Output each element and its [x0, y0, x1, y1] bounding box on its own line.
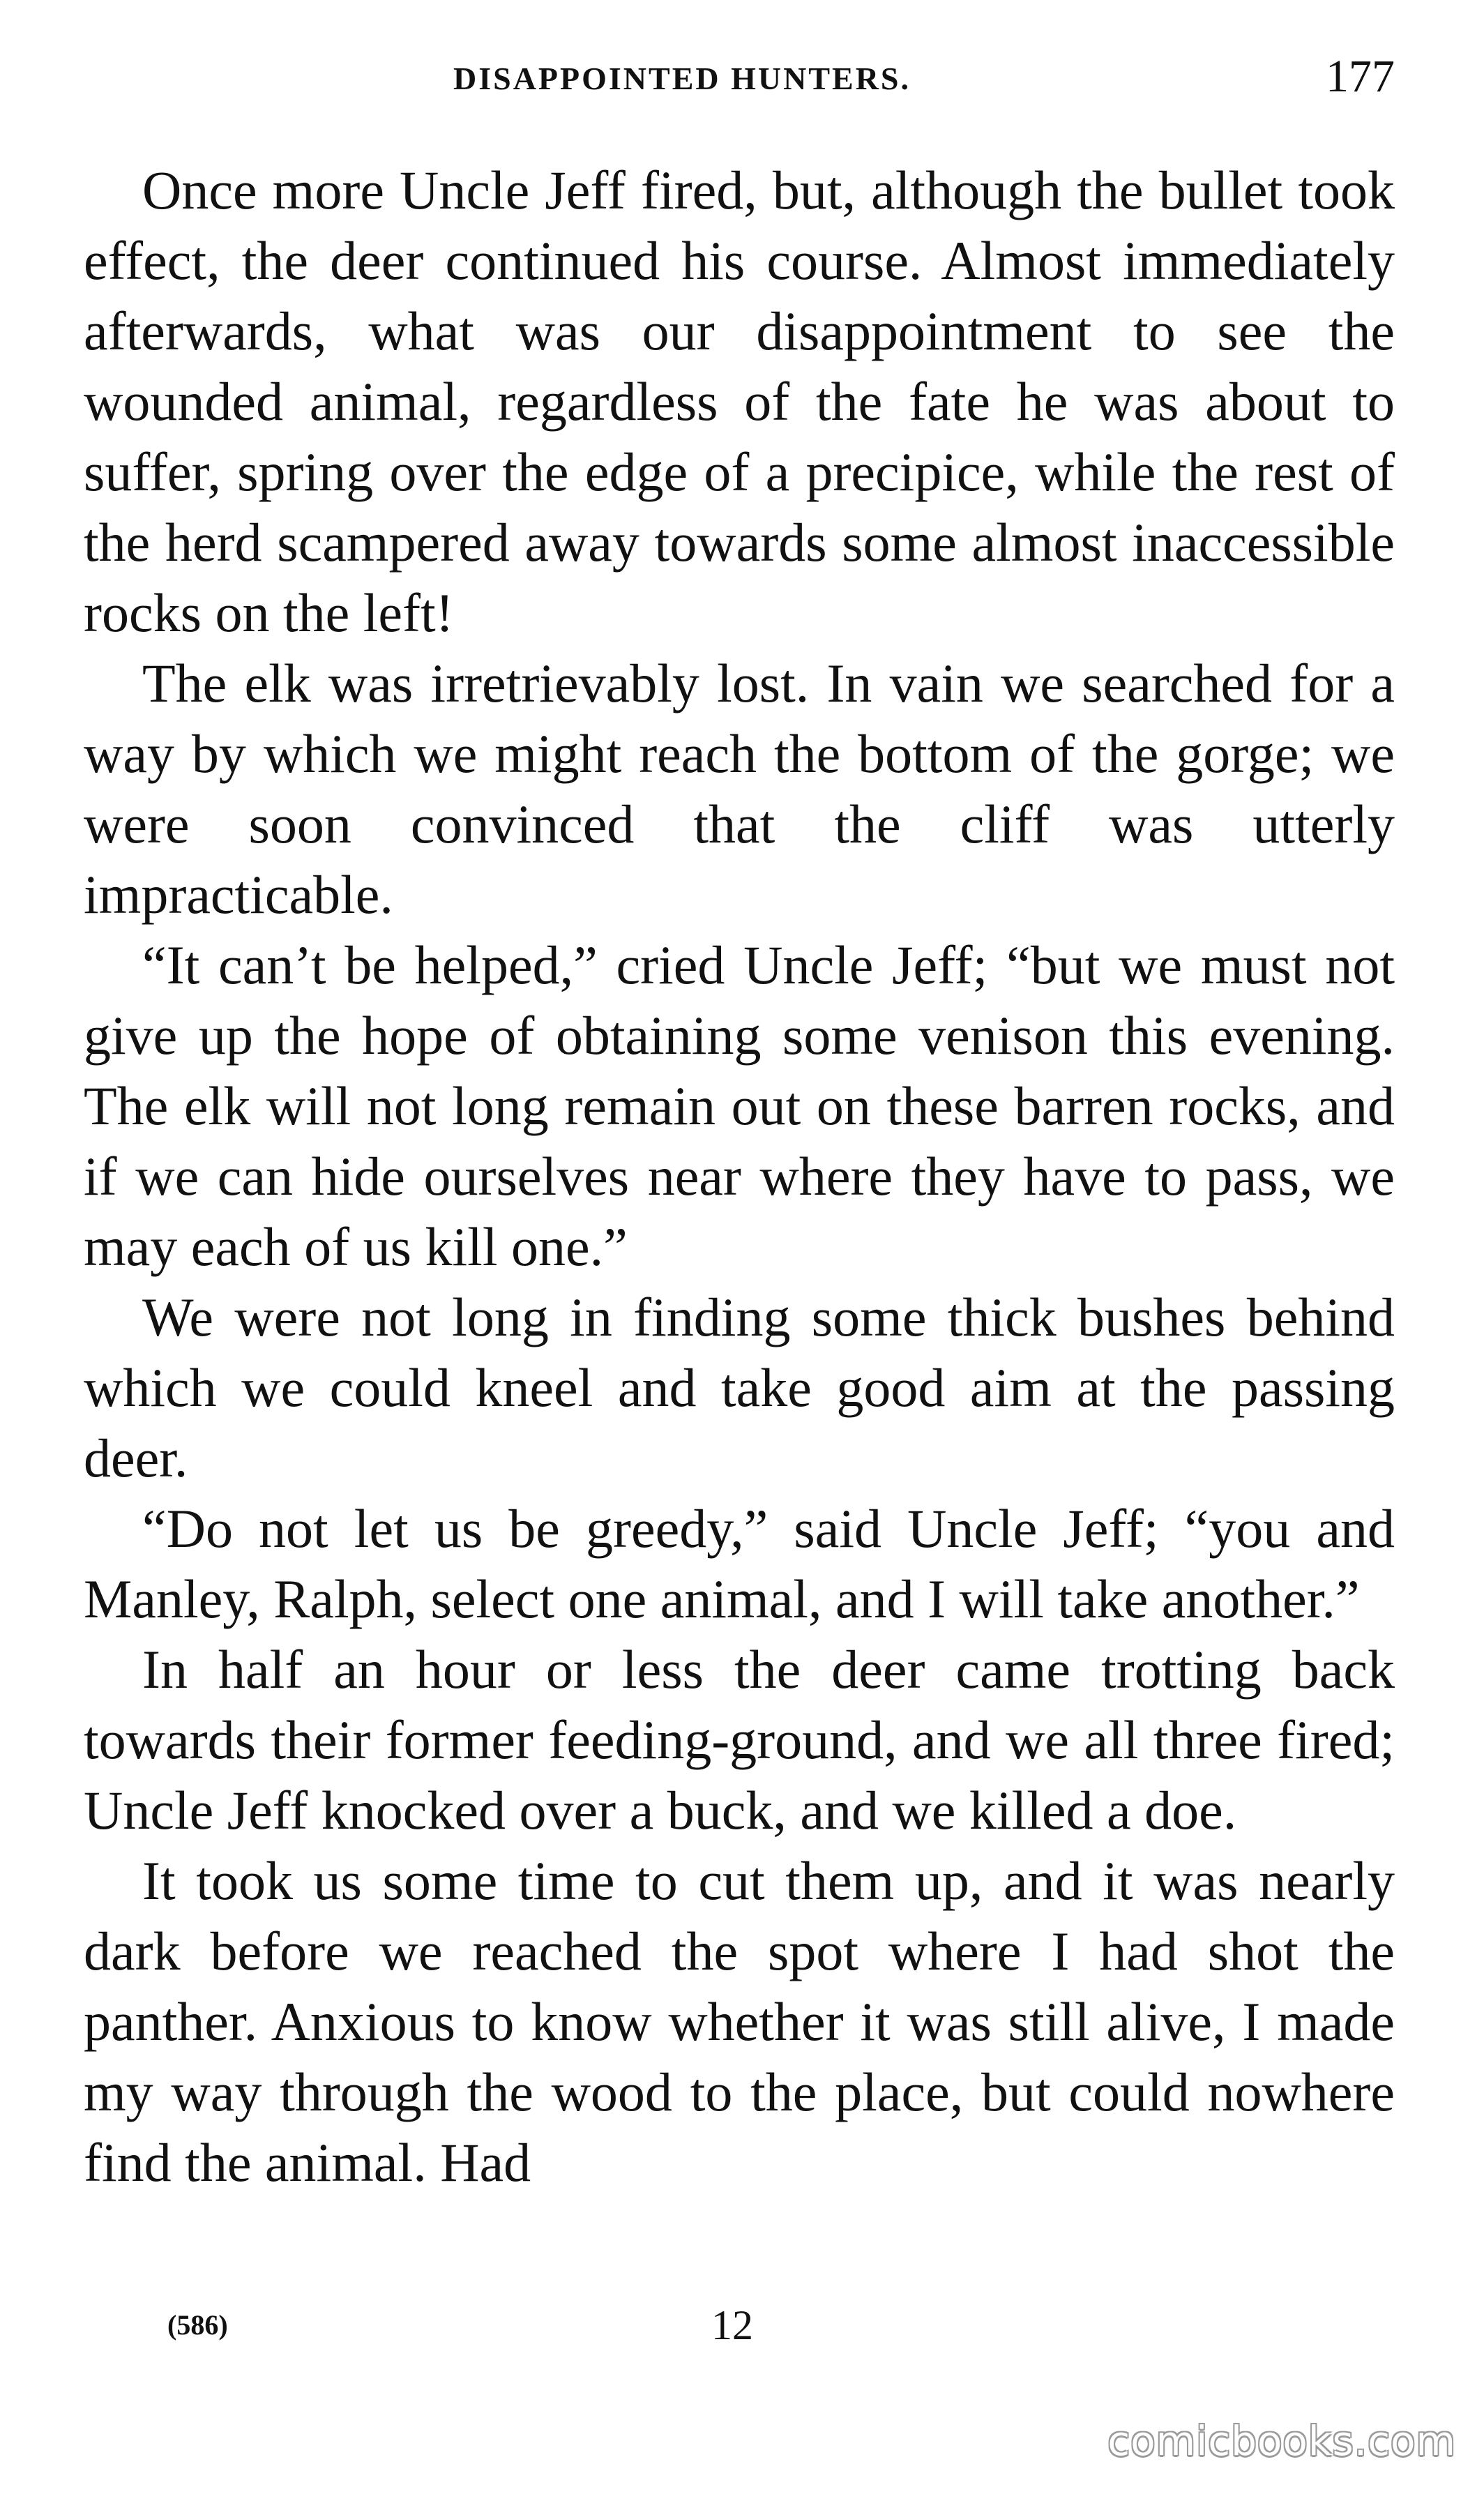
page-footer	[84, 2302, 1395, 2357]
printer-signature-mark: (586)	[167, 2309, 228, 2341]
paragraph: It took us some time to cut them up, and it was nearly dark before we reached the spot where I had shot the panther. Anxious to know whether it was still alive, I made my way through the wood to the place, but could nowhere find the animal. Had	[84, 1850, 1395, 2193]
paragraph: “It can’t be helped,” cried Uncle Jeff; “but we must not give up the hope of obtaining some venison this evening. The elk will not long remain out on these barren rocks, and if we can hide ourselves near where they have to pass, we may each of us kill one.”	[84, 935, 1395, 1277]
paragraph: Once more Uncle Jeff fired, but, although the bullet took effect, the deer continued his course. Almost immediately afterwards, what was our disappointment to see the wounded animal, regardless of the fate he was about to suffer, spring over the edge of a precipice, while the rest of the herd scampered away towards some almost inaccessible rocks on the left!	[84, 160, 1395, 643]
watermark: comicbooks.com	[1107, 2417, 1456, 2465]
running-title: DISAPPOINTED HUNTERS.	[453, 61, 911, 96]
page-number: 177	[1326, 51, 1395, 102]
paragraph: “Do not let us be greedy,” said Uncle Jeff; “you and Manley, Ralph, select one animal, and I will take another.”	[84, 1498, 1395, 1629]
paragraph: We were not long in finding some thick bushes behind which we could kneel and take good aim at the passing deer.	[84, 1287, 1395, 1488]
body-text	[84, 155, 1395, 2198]
paragraph: In half an hour or less the deer came trotting back towards their former feeding-ground, and we all three fired; Uncle Jeff knocked over a buck, and we killed a doe.	[84, 1639, 1395, 1841]
paragraph: The elk was irretrievably lost. In vain we searched for a way by which we might reach the bottom of the gorge; we were soon convinced that the cliff was utterly impracticable.	[84, 653, 1395, 925]
running-head	[84, 50, 1395, 113]
gathering-signature-number: 12	[711, 2302, 753, 2348]
